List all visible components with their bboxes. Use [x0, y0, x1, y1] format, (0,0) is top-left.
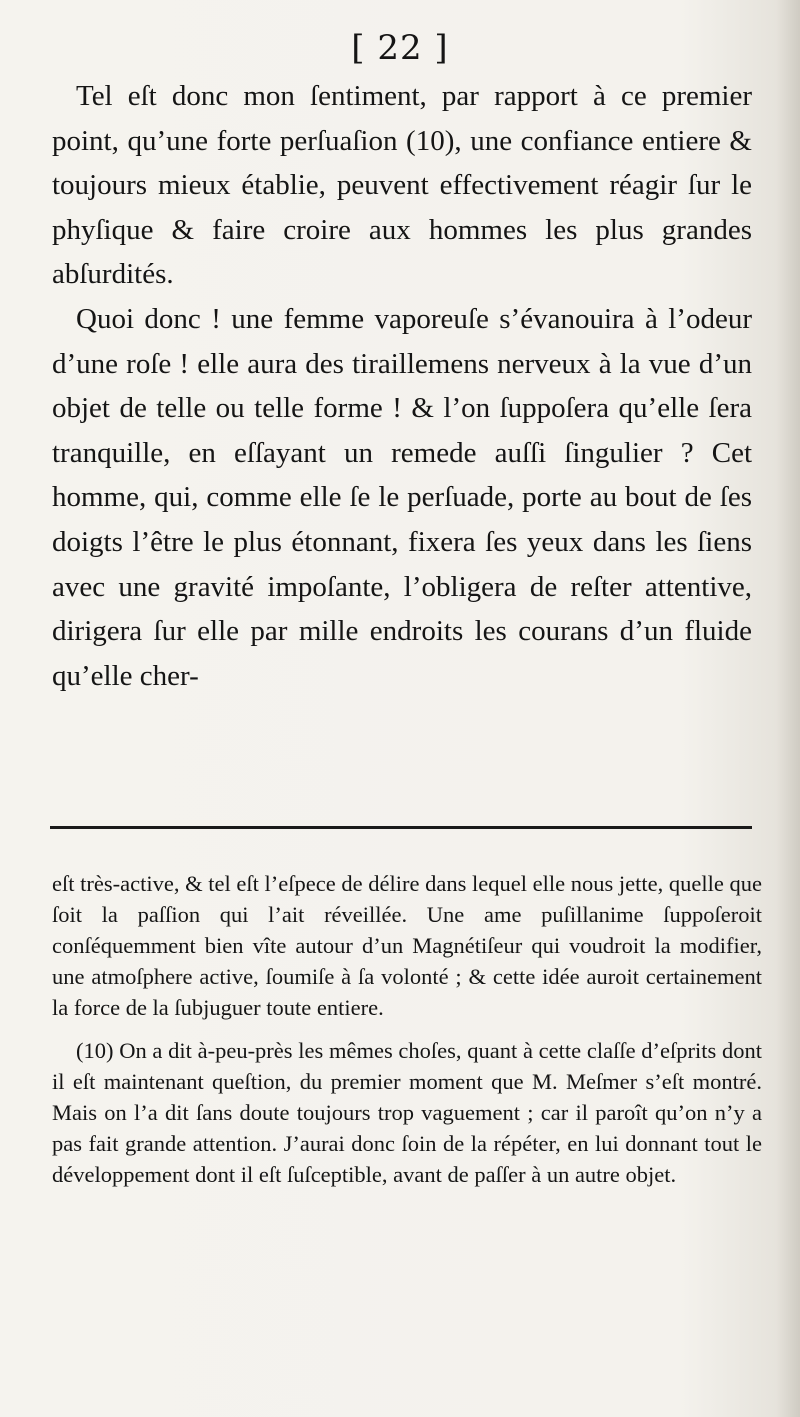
footnotes [52, 868, 762, 1190]
main-paragraph: Tel eſt donc mon ſentiment, par rapport à ce premier point, qu’une forte perſuaſion (10), une confiance entiere & toujours mieux établie, peuvent effectivement réagir ſur le phyſique & faire croire aux hommes les plus grandes abſurdités. [52, 80, 752, 291]
main-text [52, 74, 752, 698]
page-number: [ 22 ] [351, 28, 449, 68]
footnote-divider [50, 826, 752, 829]
main-paragraph: Quoi donc ! une femme vaporeuſe s’évanouira à l’odeur d’une roſe ! elle aura des tiraillemens nerveux à la vue d’un objet de telle ou telle forme ! & l’on ſuppoſera qu’elle ſera tranquille, en eſſayant un remede auſſi ſingulier ? Cet homme, qui, comme elle ſe le perſuade, porte au bout de ſes doigts l’être le plus étonnant, fixera ſes yeux dans les ſiens avec une gravité impoſante, l’obligera de reſter attentive, dirigera ſur elle par mille endroits les courans d’un fluide qu’elle cher- [52, 302, 752, 692]
footnote-paragraph: (10) On a dit à-peu-près les mêmes choſes, quant à cette claſſe d’eſprits dont il eſt maintenant queſtion, du premier moment que M. Meſmer s’eſt montré. Mais on l’a dit ſans doute toujours trop vaguement ; car il paroît qu’on n’y a pas fait grande attention. J’aurai donc ſoin de la répéter, en lui donnant tout le développement dont il eſt ſuſceptible, avant de paſſer à un autre objet. [52, 1038, 762, 1187]
footnote-paragraph: eſt très-active, & tel eſt l’eſpece de délire dans lequel elle nous jette, quelle que ſoit la paſſion qui l’ait réveillée. Une ame puſillanime ſuppoſeroit conſéquemment bien vîte autour d’un Magnétiſeur qui voudroit la modifier, une atmoſphere active, ſoumiſe à ſa volonté ; & cette idée auroit certainement la force de la ſubjuguer toute entiere. [52, 871, 762, 1020]
